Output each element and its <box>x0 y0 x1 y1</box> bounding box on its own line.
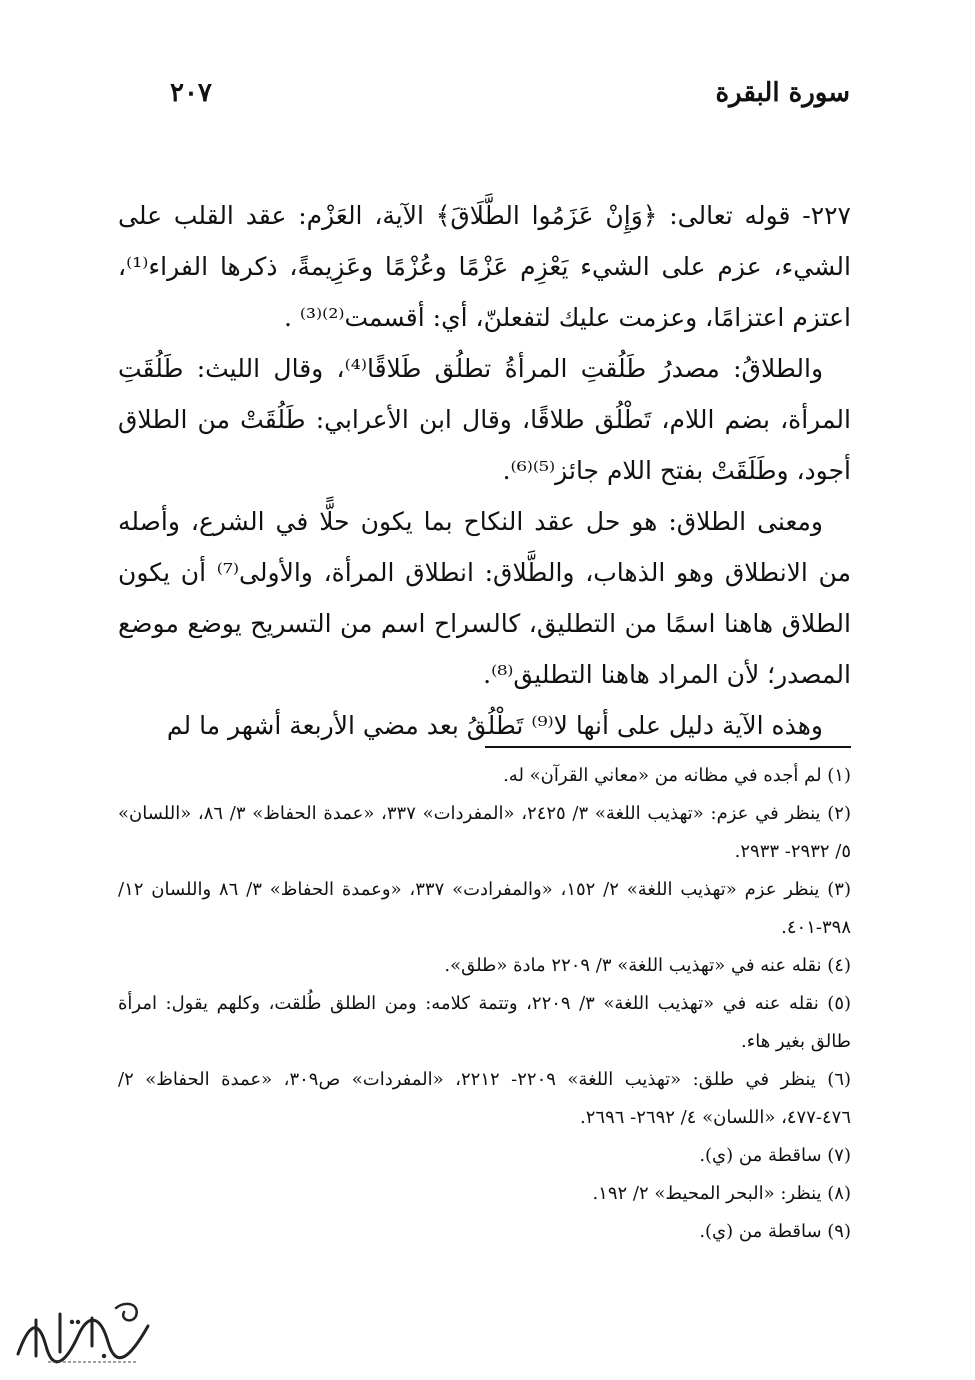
calligraphy-logo-icon <box>8 1296 158 1368</box>
surah-title: سورة البقرة <box>715 78 850 108</box>
footnote-7: (٧) ساقطة من (ي). <box>699 1145 851 1166</box>
footnote-3: (٣) ينظر عزم «تهذيب اللغة» ٢/ ١٥٢، «والمفرادت» ٣٣٧، «وعمدة الحفاظ» ٣/ ٨٦ واللسان ١٢/ ٣٩٨-٤٠١. <box>118 879 851 938</box>
main-text <box>118 190 851 751</box>
footnote-4: (٤) نقله عنه في «تهذيب اللغة» ٣/ ٢٢٠٩ مادة «طلق». <box>444 955 851 976</box>
page-header <box>170 78 850 122</box>
paragraph-4: وهذه الآية دليل على أنها لا⁽⁹⁾ تَطْلُقُ بعد مضي الأربعة أشهر ما لم <box>166 711 823 740</box>
page-number: ٢٠٧ <box>170 78 212 108</box>
paragraph-1: ٢٢٧- قوله تعالى: ﴿وَإِنْ عَزَمُوا الطَّلَاقَ﴾ الآية، العَزْم: عقد القلب على الشيء، عزم على الشيء يَعْزِم عَزْمًا وعُزْمًا وعَزِيمةً، ذكرها الفراء⁽¹⁾، اعتزم اعتزامًا، وعزمت عليك لتفعلنّ، أي: أقسمت⁽²⁾⁽³⁾ . <box>118 201 851 332</box>
footnote-divider <box>485 746 851 748</box>
paragraph-2: والطلاقُ: مصدرُ طَلُقتِ المرأةُ تطلُق طَلاقًا⁽⁴⁾، وقال الليث: طَلُقَتِ المرأة، بضم اللام، تَطْلُق طلاقًا، وقال ابن الأعرابي: طَلُقَتْ من الطلاق أجود، وطَلَقَتْ بفتح اللام جائز⁽⁵⁾⁽⁶⁾. <box>118 354 851 485</box>
footnote-1: (١) لم أجده في مظانه من «معاني القرآن» له. <box>503 765 851 786</box>
publisher-logo <box>8 1296 158 1368</box>
footnote-2: (٢) ينظر في عزم: «تهذيب اللغة» ٣/ ٢٤٢٥، «المفردات» ٣٣٧، «عمدة الحفاظ» ٣/ ٨٦، «اللسان» ٥/ ٢٩٣٢- ٢٩٣٣. <box>118 803 851 862</box>
footnote-9: (٩) ساقطة من (ي). <box>699 1221 851 1242</box>
paragraph-3: ومعنى الطلاق: هو حل عقد النكاح بما يكون حلًّا في الشرع، وأصله من الانطلاق وهو الذهاب، والطَّلاق: انطلاق المرأة، والأولى⁽⁷⁾ أن يكون الطلاق هاهنا اسمًا من التطليق، كالسراح اسم من التسريح يوضع موضع المصدر؛ لأن المراد هاهنا التطليق⁽⁸⁾. <box>118 507 851 689</box>
footnote-6: (٦) ينظر في طلق: «تهذيب اللغة» ٢٢٠٩- ٢٢١٢، «المفردات» ص٣٠٩، «عمدة الحفاظ» ٢/ ٤٧٦-٤٧٧، «اللسان» ٤/ ٢٦٩٢- ٢٦٩٦. <box>118 1069 852 1128</box>
footnotes <box>118 757 851 1251</box>
footnote-8: (٨) ينظر: «البحر المحيط» ٢/ ١٩٢. <box>592 1183 851 1204</box>
footnote-5: (٥) نقله عنه في «تهذيب اللغة» ٣/ ٢٢٠٩، وتتمة كلامه: ومن الطلق طُلقت، وكلهم يقول: امرأة طالق بغير هاء. <box>118 993 852 1052</box>
